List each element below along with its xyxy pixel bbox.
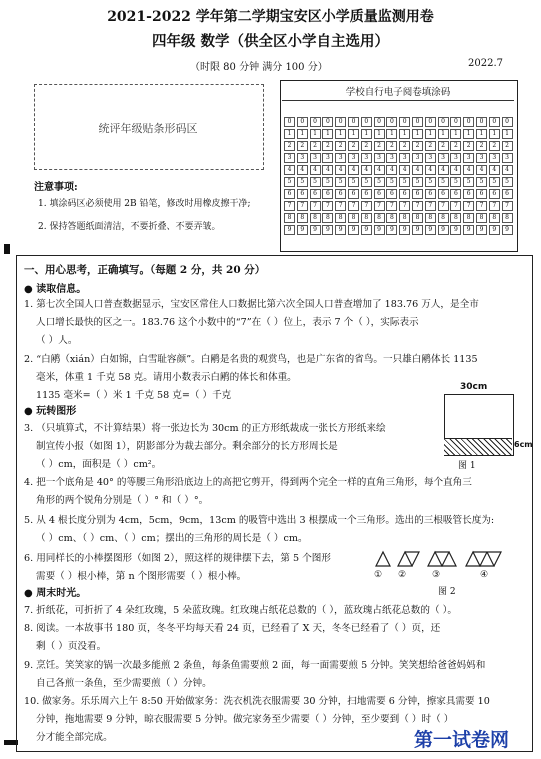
omr-bubble[interactable]: 4: [476, 165, 487, 175]
omr-bubble[interactable]: 5: [438, 177, 449, 187]
omr-bubble[interactable]: 1: [335, 129, 346, 139]
omr-bubble[interactable]: 7: [322, 201, 333, 211]
omr-bubble[interactable]: 2: [502, 141, 513, 151]
question-1-line: 人口增长最快的区之一。183.76 这个小数中的“7”在（ ）位上，表示 7 个（ ），实际表示: [36, 317, 419, 328]
exam-title-line2: 四年级 数学（供全区小学自主选用）: [151, 33, 390, 50]
omr-bubble[interactable]: 6: [361, 189, 372, 199]
question-10-line: 分钟，拖地需要 9 分钟，晾衣服需要 5 分钟。做完家务至少需要（ ）分钟，至少要到（ ）时（ ）: [36, 714, 454, 725]
omr-bubble[interactable]: 5: [348, 177, 359, 187]
omr-bubble[interactable]: 9: [284, 225, 295, 235]
omr-bubble[interactable]: 2: [322, 141, 333, 151]
figure1-caption: 图 1: [458, 461, 476, 471]
omr-bubble[interactable]: 3: [335, 153, 346, 163]
omr-bubble[interactable]: 1: [310, 129, 321, 139]
site-watermark-logo: 第一试卷网: [414, 729, 510, 751]
omr-bubble[interactable]: 6: [297, 189, 308, 199]
omr-bubble[interactable]: 0: [322, 117, 333, 127]
exam-title-line1: 2021-2022 学年第二学期宝安区小学质量监测用卷: [107, 9, 434, 25]
question-6-line: 需要（ ）根小棒，第 n 个图形需要（ ）根小棒。: [36, 571, 247, 582]
omr-bubble[interactable]: 8: [335, 213, 346, 223]
omr-bubble[interactable]: 3: [502, 153, 513, 163]
omr-bubble[interactable]: 4: [399, 165, 410, 175]
omr-bubble[interactable]: 2: [412, 141, 423, 151]
omr-bubble[interactable]: 1: [399, 129, 410, 139]
omr-bubble[interactable]: 1: [476, 129, 487, 139]
omr-bubble[interactable]: 1: [374, 129, 385, 139]
omr-bubble[interactable]: 3: [284, 153, 295, 163]
omr-bubble[interactable]: 4: [463, 165, 474, 175]
omr-bubble[interactable]: 6: [502, 189, 513, 199]
omr-bubble[interactable]: 6: [284, 189, 295, 199]
omr-bubble[interactable]: 8: [425, 213, 436, 223]
omr-bubble[interactable]: 6: [335, 189, 346, 199]
omr-column: [310, 117, 321, 237]
omr-bubble[interactable]: 0: [489, 117, 500, 127]
omr-bubble[interactable]: 1: [489, 129, 500, 139]
omr-column: [386, 117, 397, 237]
omr-bubble[interactable]: 5: [399, 177, 410, 187]
omr-bubble[interactable]: 6: [412, 189, 423, 199]
figure2-shape-4-a: [466, 552, 480, 566]
note-item: 1. 填涂码区必须使用 2B 铅笔，修改时用橡皮擦干净;: [38, 199, 251, 209]
question-6-line: 6. 用同样长的小棒摆图形（如图 2），照这样的规律摆下去，第 5 个图形: [24, 553, 331, 564]
omr-bubble[interactable]: 0: [399, 117, 410, 127]
omr-bubble[interactable]: 7: [476, 201, 487, 211]
part-heading-weekend: ● 周末时光。: [24, 588, 87, 599]
omr-bubble[interactable]: 8: [450, 213, 461, 223]
omr-bubble[interactable]: 4: [284, 165, 295, 175]
omr-bubble[interactable]: 2: [463, 141, 474, 151]
omr-bubble[interactable]: 4: [348, 165, 359, 175]
question-3-line: 3. （只填算式，不计算结果）将一张边长为 30cm 的正方形纸裁成一张长方形纸来绘: [24, 423, 386, 434]
omr-bubble[interactable]: 5: [374, 177, 385, 187]
omr-bubble[interactable]: 7: [438, 201, 449, 211]
omr-bubble[interactable]: 3: [438, 153, 449, 163]
omr-bubble[interactable]: 0: [361, 117, 372, 127]
omr-bubble[interactable]: 1: [425, 129, 436, 139]
omr-bubble[interactable]: 9: [502, 225, 513, 235]
omr-bubble[interactable]: 5: [463, 177, 474, 187]
question-4-line: 4. 把一个底角是 40° 的等腰三角形沿底边上的高把它剪开，得到两个完全一样的直角三角形，每个直角三: [24, 477, 472, 488]
omr-bubble[interactable]: 7: [310, 201, 321, 211]
omr-bubble[interactable]: 5: [476, 177, 487, 187]
omr-bubble[interactable]: 3: [463, 153, 474, 163]
omr-bubble[interactable]: 1: [361, 129, 372, 139]
omr-bubble[interactable]: 8: [374, 213, 385, 223]
omr-bubble[interactable]: 7: [502, 201, 513, 211]
omr-bubble[interactable]: 9: [361, 225, 372, 235]
omr-bubble[interactable]: 8: [361, 213, 372, 223]
omr-bubble[interactable]: 7: [425, 201, 436, 211]
omr-bubble[interactable]: 0: [412, 117, 423, 127]
omr-bubble[interactable]: 6: [489, 189, 500, 199]
omr-bubble[interactable]: 5: [284, 177, 295, 187]
omr-column: [361, 117, 372, 237]
omr-bubble[interactable]: 9: [450, 225, 461, 235]
omr-bubble[interactable]: 1: [502, 129, 513, 139]
figure2-shape-3-a: [428, 552, 442, 566]
omr-column: [438, 117, 449, 237]
omr-bubble[interactable]: 5: [322, 177, 333, 187]
omr-bubble[interactable]: 1: [322, 129, 333, 139]
omr-bubble[interactable]: 4: [335, 165, 346, 175]
omr-bubble[interactable]: 7: [348, 201, 359, 211]
omr-bubble[interactable]: 5: [450, 177, 461, 187]
omr-bubble[interactable]: 2: [310, 141, 321, 151]
omr-bubble[interactable]: 0: [450, 117, 461, 127]
omr-bubble[interactable]: 3: [348, 153, 359, 163]
omr-bubble[interactable]: 5: [489, 177, 500, 187]
omr-bubble[interactable]: 5: [412, 177, 423, 187]
omr-bubble[interactable]: 8: [322, 213, 333, 223]
note-item: 2. 保持答题纸面清洁，不要折叠、不要弄皱。: [38, 222, 221, 232]
omr-bubble[interactable]: 4: [310, 165, 321, 175]
question-10-line: 10. 做家务。乐乐周六上午 8:50 开始做家务：洗衣机洗衣服需要 30 分钟，扫地需要 6 分钟，擦家具需要 10: [24, 696, 490, 707]
omr-bubble[interactable]: 7: [399, 201, 410, 211]
omr-bubble[interactable]: 6: [450, 189, 461, 199]
figure2-label: ③: [432, 570, 441, 580]
figure2-label: ④: [480, 570, 489, 580]
omr-bubble[interactable]: 4: [502, 165, 513, 175]
omr-bubble[interactable]: 0: [476, 117, 487, 127]
omr-column: [322, 117, 333, 237]
omr-bubble[interactable]: 3: [489, 153, 500, 163]
omr-bubble[interactable]: 9: [438, 225, 449, 235]
omr-bubble[interactable]: 8: [502, 213, 513, 223]
omr-bubble[interactable]: 6: [399, 189, 410, 199]
omr-bubble[interactable]: 3: [374, 153, 385, 163]
omr-bubble[interactable]: 6: [476, 189, 487, 199]
binding-marker: [4, 244, 10, 254]
question-1-line: 1. 第七次全国人口普查数据显示，宝安区常住人口数据比第六次全国人口普查增加了 183.76 万人，是全市: [24, 299, 479, 310]
omr-bubble[interactable]: 3: [412, 153, 423, 163]
omr-column: [335, 117, 346, 237]
omr-bubble[interactable]: 2: [489, 141, 500, 151]
figure2-caption: 图 2: [438, 587, 456, 597]
omr-bubble[interactable]: 2: [399, 141, 410, 151]
omr-bubble[interactable]: 2: [374, 141, 385, 151]
exam-date: 2022.7: [468, 58, 503, 69]
omr-bubble[interactable]: 3: [361, 153, 372, 163]
omr-column: [425, 117, 436, 237]
omr-column: [476, 117, 487, 237]
omr-bubble[interactable]: 0: [284, 117, 295, 127]
omr-bubble[interactable]: 9: [489, 225, 500, 235]
omr-bubble[interactable]: 5: [502, 177, 513, 187]
omr-divider: [282, 100, 514, 101]
omr-title: 学校自行电子阅卷填涂码: [345, 87, 451, 98]
omr-bubble[interactable]: 9: [297, 225, 308, 235]
omr-bubble[interactable]: 8: [348, 213, 359, 223]
omr-bubble[interactable]: 3: [386, 153, 397, 163]
omr-bubble[interactable]: 9: [348, 225, 359, 235]
omr-bubble[interactable]: 6: [348, 189, 359, 199]
omr-bubble[interactable]: 5: [310, 177, 321, 187]
figure1-top-label: 30cm: [460, 382, 488, 392]
omr-bubble[interactable]: 4: [438, 165, 449, 175]
omr-bubble[interactable]: 1: [450, 129, 461, 139]
omr-bubble[interactable]: 5: [361, 177, 372, 187]
omr-bubble[interactable]: 9: [335, 225, 346, 235]
omr-bubble[interactable]: 0: [502, 117, 513, 127]
question-3-line: 制宣传小报（如图 1），阴影部分为裁去部分。剩余部分的长方形周长是: [36, 441, 338, 452]
omr-bubble[interactable]: 0: [438, 117, 449, 127]
omr-bubble[interactable]: 9: [412, 225, 423, 235]
omr-bubble[interactable]: 2: [297, 141, 308, 151]
question-9-line: 9. 烹饪。笑笑家的锅一次最多能煎 2 条鱼，每条鱼需要煎 2 面，每一面需要煎 5 分钟。笑笑想给爸爸妈妈和: [24, 660, 486, 671]
omr-bubble[interactable]: 2: [361, 141, 372, 151]
omr-bubble[interactable]: 6: [374, 189, 385, 199]
omr-bubble[interactable]: 8: [399, 213, 410, 223]
omr-bubble[interactable]: 7: [489, 201, 500, 211]
omr-bubble[interactable]: 0: [348, 117, 359, 127]
section-title: 一、用心思考，正确填写。（每题 2 分，共 20 分）: [24, 264, 266, 276]
omr-bubble[interactable]: 9: [399, 225, 410, 235]
question-5-line: 5. 从 4 根长度分别为 4cm，5cm，9cm，13cm 的吸管中选出 3 根摆成一个三角形。选出的三根吸管长度为:: [24, 515, 495, 526]
omr-column: [489, 117, 500, 237]
omr-bubble[interactable]: 8: [476, 213, 487, 223]
omr-bubble[interactable]: 9: [425, 225, 436, 235]
omr-column: [374, 117, 385, 237]
figure1-side-label: 6cm: [514, 440, 533, 449]
omr-column: [348, 117, 359, 237]
omr-bubble[interactable]: 4: [361, 165, 372, 175]
omr-bubble[interactable]: 5: [297, 177, 308, 187]
omr-bubble[interactable]: 0: [425, 117, 436, 127]
omr-bubble[interactable]: 7: [463, 201, 474, 211]
question-7-line: 7. 折纸花，可折折了 4 朵红玫瑰，5 朵蓝玫瑰。红玫瑰占纸花总数的（ ），蓝玫瑰占纸花总数的（ ）。: [24, 605, 457, 616]
part-heading-shape: ● 玩转图形: [24, 406, 77, 417]
omr-bubble[interactable]: 6: [463, 189, 474, 199]
omr-bubble[interactable]: 1: [386, 129, 397, 139]
omr-bubble[interactable]: 7: [412, 201, 423, 211]
omr-bubble[interactable]: 6: [425, 189, 436, 199]
omr-bubble[interactable]: 1: [348, 129, 359, 139]
omr-bubble[interactable]: 9: [476, 225, 487, 235]
omr-bubble[interactable]: 6: [310, 189, 321, 199]
omr-bubble[interactable]: 8: [438, 213, 449, 223]
omr-bubble[interactable]: 2: [284, 141, 295, 151]
omr-bubble[interactable]: 3: [450, 153, 461, 163]
omr-bubble[interactable]: 1: [463, 129, 474, 139]
omr-bubble[interactable]: 9: [310, 225, 321, 235]
question-2-line: 1135 毫米=（ ）米 1 千克 58 克=（ ）千克: [36, 390, 232, 401]
omr-bubble[interactable]: 8: [297, 213, 308, 223]
omr-bubble[interactable]: 2: [450, 141, 461, 151]
omr-bubble[interactable]: 0: [374, 117, 385, 127]
omr-bubble[interactable]: 1: [438, 129, 449, 139]
omr-bubble[interactable]: 7: [335, 201, 346, 211]
omr-bubble[interactable]: 5: [425, 177, 436, 187]
omr-bubble[interactable]: 8: [489, 213, 500, 223]
omr-bubble[interactable]: 3: [399, 153, 410, 163]
omr-bubble[interactable]: 7: [284, 201, 295, 211]
figure2-label: ①: [374, 570, 383, 580]
omr-column: [412, 117, 423, 237]
omr-bubble[interactable]: 6: [438, 189, 449, 199]
omr-bubble[interactable]: 9: [374, 225, 385, 235]
omr-bubble[interactable]: 0: [386, 117, 397, 127]
omr-bubble[interactable]: 7: [386, 201, 397, 211]
question-2-line: 2. “白鹇（xián）白如锦，白雪耻容颜”。白鹇是名贵的观赏鸟，也是广东省的省鸟。一只雄白鹇体长 1135: [24, 354, 478, 365]
figure1-hatched-strip: [444, 438, 512, 455]
omr-bubble[interactable]: 5: [386, 177, 397, 187]
question-8-line: 8. 阅读。一本故事书 180 页，冬冬平均每天看 24 页，已经看了 X 天，冬冬已经看了（ ）页，还: [24, 623, 441, 634]
omr-bubble[interactable]: 2: [476, 141, 487, 151]
omr-bubble[interactable]: 0: [463, 117, 474, 127]
omr-bubble[interactable]: 7: [361, 201, 372, 211]
omr-bubble[interactable]: 3: [322, 153, 333, 163]
omr-bubble[interactable]: 4: [489, 165, 500, 175]
omr-bubble[interactable]: 2: [335, 141, 346, 151]
omr-bubble[interactable]: 3: [425, 153, 436, 163]
barcode-area-label: 统评年级贴条形码区: [98, 122, 198, 135]
omr-bubble[interactable]: 9: [463, 225, 474, 235]
omr-bubble[interactable]: 1: [297, 129, 308, 139]
figure2-shape-2-b: [405, 552, 419, 566]
question-8-line: 剩（ ）页没看。: [36, 641, 107, 652]
omr-bubble[interactable]: 2: [348, 141, 359, 151]
omr-bubble[interactable]: 8: [386, 213, 397, 223]
question-3-line: （ ）cm，面积是（ ）cm²。: [36, 459, 162, 470]
omr-column: [502, 117, 513, 237]
omr-bubble[interactable]: 3: [297, 153, 308, 163]
omr-bubble[interactable]: 2: [386, 141, 397, 151]
omr-bubble[interactable]: 0: [335, 117, 346, 127]
notes-title: 注意事项:: [34, 182, 78, 193]
time-score: （时限 80 分钟 满分 100 分）: [190, 62, 328, 73]
omr-column: [284, 117, 295, 237]
omr-bubble[interactable]: 8: [412, 213, 423, 223]
question-1-line: （ ）人。: [36, 335, 78, 346]
omr-column: [399, 117, 410, 237]
omr-bubble[interactable]: 6: [322, 189, 333, 199]
omr-bubble[interactable]: 4: [412, 165, 423, 175]
omr-bubble[interactable]: 4: [297, 165, 308, 175]
omr-bubble[interactable]: 4: [374, 165, 385, 175]
figure2-shape-4-b: [473, 552, 501, 566]
omr-bubble[interactable]: 8: [463, 213, 474, 223]
omr-bubble[interactable]: 2: [425, 141, 436, 151]
question-10-line: 分才能全部完成。: [36, 732, 113, 743]
omr-bubble[interactable]: 4: [386, 165, 397, 175]
question-4-line: 角形的两个锐角分别是（ ）° 和（ ）°。: [36, 495, 209, 506]
omr-bubble[interactable]: 5: [335, 177, 346, 187]
omr-bubble[interactable]: 7: [297, 201, 308, 211]
omr-bubble[interactable]: 1: [284, 129, 295, 139]
figure2-shape-2-a: [398, 552, 412, 566]
omr-bubble[interactable]: 0: [310, 117, 321, 127]
omr-bubble[interactable]: 6: [386, 189, 397, 199]
part-heading-read: ● 读取信息。: [24, 284, 87, 295]
omr-bubble[interactable]: 2: [438, 141, 449, 151]
omr-column: [297, 117, 308, 237]
omr-bubble[interactable]: 0: [297, 117, 308, 127]
omr-bubble[interactable]: 8: [284, 213, 295, 223]
question-5-line: （ ）cm、（ ）cm、（ ）cm；摆出的三角形的周长是（ ）cm。: [36, 533, 308, 544]
omr-bubble[interactable]: 9: [322, 225, 333, 235]
omr-bubble[interactable]: 8: [310, 213, 321, 223]
question-9-line: 自己各煎一条鱼，至少需要煎（ ）分钟。: [36, 678, 212, 689]
omr-bubble[interactable]: 4: [425, 165, 436, 175]
omr-bubble[interactable]: 4: [450, 165, 461, 175]
omr-bubble[interactable]: 4: [322, 165, 333, 175]
omr-column: [463, 117, 474, 237]
figure2-shape-1: [376, 552, 390, 566]
question-2-line: 毫米，体重 1 千克 58 克。请用小数表示白鹇的体长和体重。: [36, 372, 297, 383]
omr-column: [450, 117, 461, 237]
omr-bubble[interactable]: 1: [412, 129, 423, 139]
omr-bubble[interactable]: 3: [310, 153, 321, 163]
omr-bubble[interactable]: 3: [476, 153, 487, 163]
omr-bubble[interactable]: 7: [450, 201, 461, 211]
omr-bubble[interactable]: 9: [386, 225, 397, 235]
omr-bubble[interactable]: 7: [374, 201, 385, 211]
figure2-label: ②: [398, 570, 407, 580]
